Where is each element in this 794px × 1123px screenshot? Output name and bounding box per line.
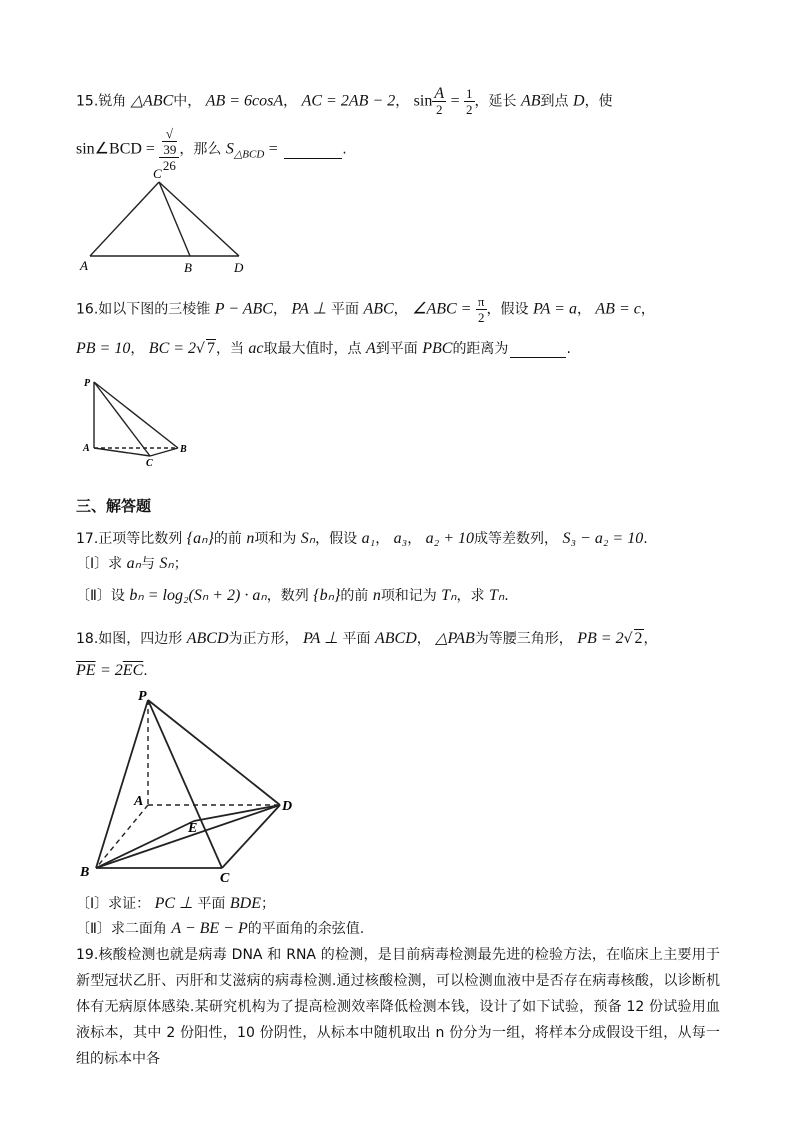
q15-sin-value-fraction: $\frac{1}{2}$ [466, 86, 473, 117]
q15-triangle-figure [76, 166, 256, 278]
q18-pyramid-figure [76, 688, 306, 888]
q15-sqrt39-fraction: √ 39 26 [159, 126, 179, 173]
q16-label-p: P [84, 378, 91, 389]
q15-label-c: C [153, 166, 162, 181]
q18-number: 18. [76, 631, 99, 647]
section-heading: 三、解答题 [76, 497, 152, 515]
q15-answer-blank [284, 142, 342, 159]
q15-number: 15. [76, 93, 99, 110]
q16-label-a: A [83, 443, 90, 454]
q17-part1: 〔Ⅰ〕求 aₙ与 Sₙ； [76, 555, 188, 572]
q16-line2: PB = 10， BC = 2√ 7，当 ac取最大值时，点 A到平面 PBC的距离为 . [76, 340, 571, 357]
q19-text: 核酸检测也就是病毒 DNA 和 RNA 的检测，是目前病毒检测最先进的检验方法，在临床上主要用于新型冠状乙肝、丙肝和艾滋病的病毒检测.通过核酸检测，可以检测血液中是否存在病毒核酸，以诊断机体有无病原体感染.某研究机构为了提高检测效率降低检测本钱，设计了如下试验，预备 12 份试验用血液标本，其中 2 份阳性，10 份阴性，从标本中随机取出 n 份分为一组，将样本分成假设干组，从每一组的标本中各 [76, 947, 720, 1067]
q16-number: 16. [76, 301, 99, 318]
q18-label-c: C [220, 871, 230, 886]
q16-pi-half-fraction: $\frac{\pi}{2}$ [477, 294, 485, 325]
q17-number: 17. [76, 531, 99, 547]
q16-label-c: C [146, 458, 153, 466]
q16-line1: 16.如以下图的三棱锥 P − ABC， PA ⊥ 平面 ABC， ∠ABC = $\frac{\pi}{2}$ ，假设 PA = a， AB = c， [76, 294, 655, 325]
q18-vector-ec: $\overline{EC}$ [122, 662, 144, 679]
q17-line1: 17.正项等比数列 {aₙ}的前 n项和为 Sₙ，假设 a₁， a₃， a₂ + 10成等差数列， S₃ − a₂ = 10. [76, 530, 648, 547]
q18-vector-line: $\overline{PE} = 2\overline{EC}$. [76, 662, 148, 679]
q18-label-b: B [80, 865, 90, 880]
q18-label-p: P [138, 689, 147, 704]
q16-pyramid-figure [80, 376, 192, 466]
q17-part2: 〔Ⅱ〕设 bₙ = log₂(Sₙ + 2) · aₙ，数列 {bₙ}的前 n项和记为 Tₙ，求 Tₙ. [76, 587, 509, 604]
q18-vector-pe: $\overline{PE}$ [76, 662, 96, 679]
q18-part1: 〔Ⅰ〕求证： PC ⊥ 平面 BDE； [76, 895, 275, 912]
q19-paragraph [76, 942, 720, 1072]
q15-label-d: D [234, 260, 244, 275]
q15-line2: sin∠BCD = √ 39 26 ，那么 $S_{\triangle BCD}$ = . [76, 126, 347, 173]
q18-part2: 〔Ⅱ〕求二面角 A − BE − P的平面角的余弦值. [76, 920, 365, 937]
q18-label-e: E [188, 821, 198, 836]
q15-label-b: B [184, 260, 192, 275]
q15-line1: 15.锐角 △ABC中， AB = 6cosA， AC = 2AB − 2， sin $\frac{A}{2}$ = $\frac{1}{2}$ ，延长 AB到点 D，使 [76, 85, 613, 117]
q16-answer-blank [510, 341, 566, 358]
q15-label-a: A [80, 258, 88, 273]
q18-line1: 18.如图，四边形 ABCD为正方形， PA ⊥ 平面 ABCD， △PAB为等腰三角形， PB = 2√ 2， [76, 630, 658, 647]
q18-label-a: A [134, 794, 144, 809]
q16-label-b: B [180, 444, 187, 455]
q15-half-angle-fraction: $\frac{A}{2}$ [434, 85, 445, 117]
q18-label-d: D [282, 799, 293, 814]
q19-number: 19. [76, 947, 99, 963]
